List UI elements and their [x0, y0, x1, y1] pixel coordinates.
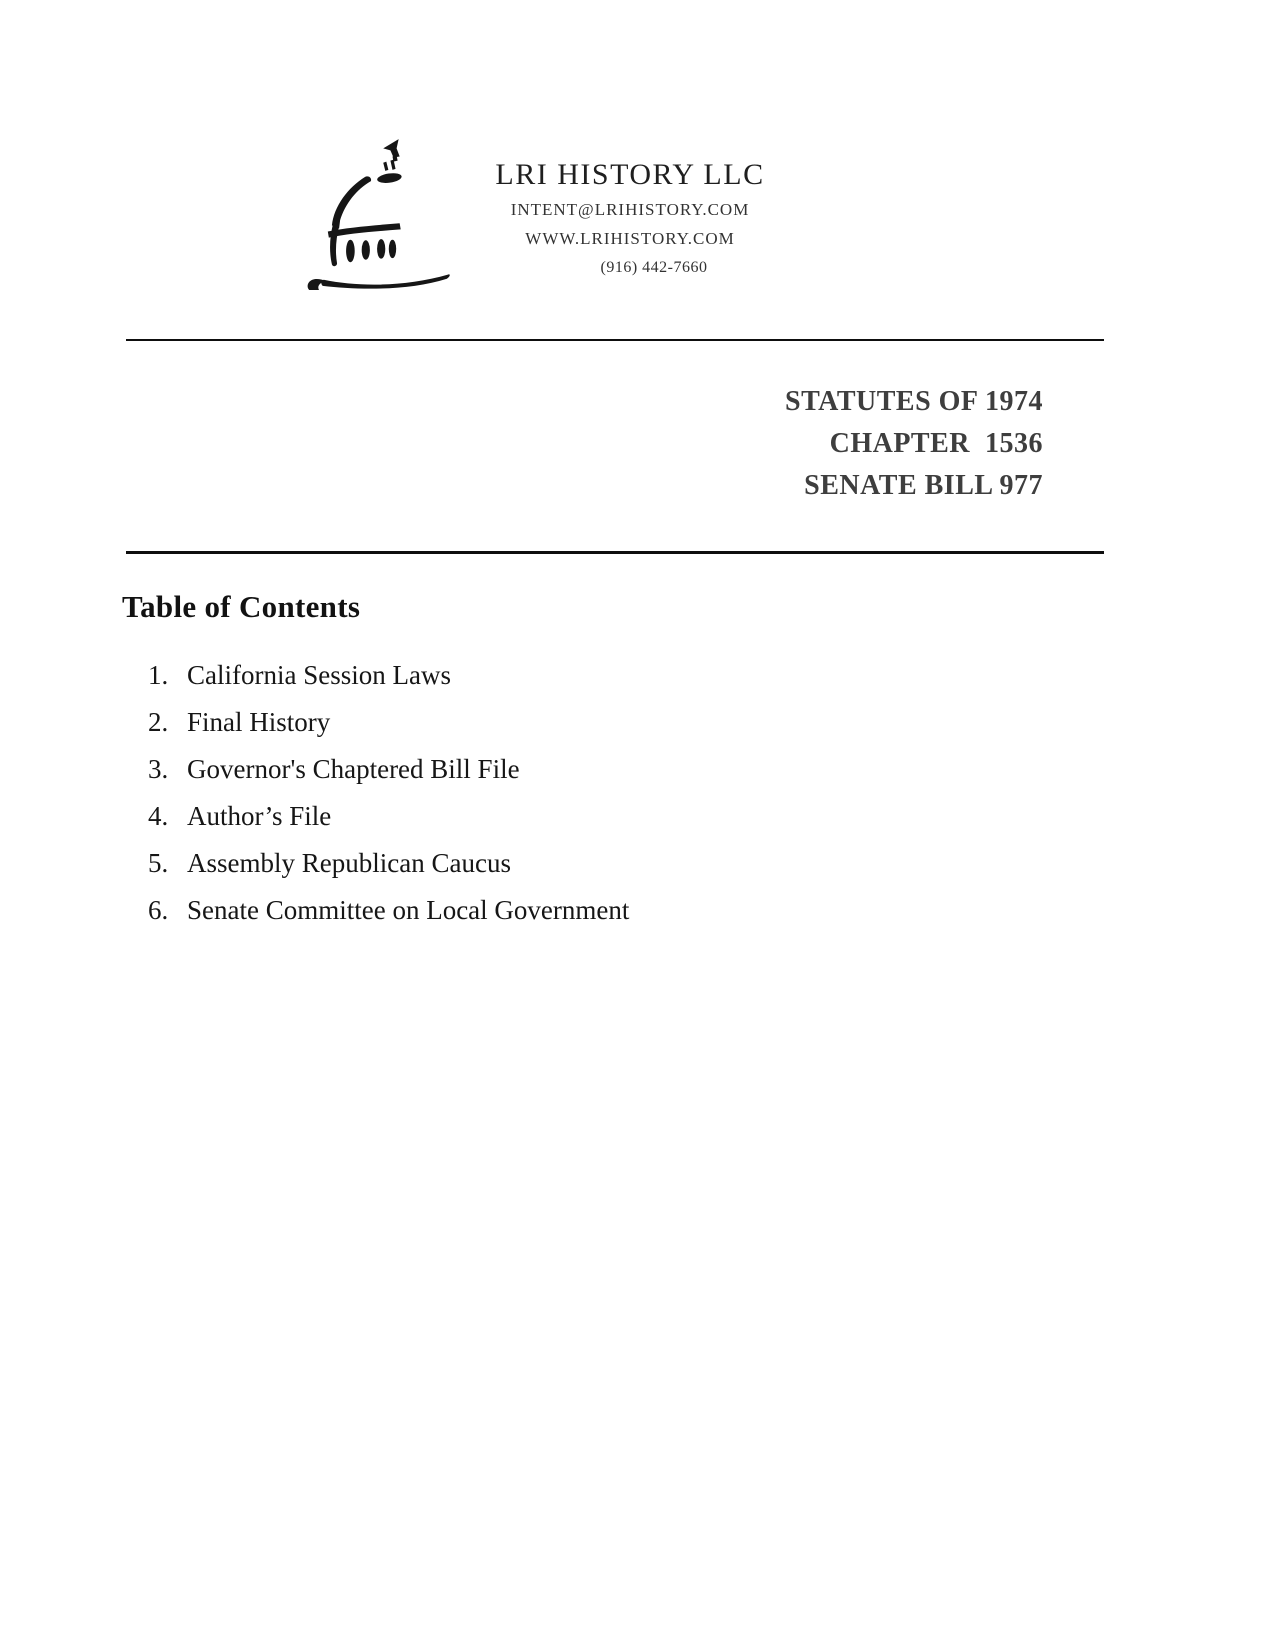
toc-item-number: 2.	[148, 707, 169, 737]
chapter-line: CHAPTER 1536	[829, 428, 1043, 459]
toc-item-2	[148, 699, 629, 746]
toc-item-1	[148, 652, 629, 699]
toc-item-label: Governor's Chaptered Bill File	[187, 754, 520, 784]
company-phone: (916) 442-7660	[600, 259, 708, 276]
toc-item-number: 6.	[148, 895, 169, 925]
divider-bottom	[126, 551, 1104, 554]
toc-item-4	[148, 793, 629, 840]
toc-item-number: 4.	[148, 801, 169, 831]
toc-item-label: California Session Laws	[187, 660, 451, 690]
company-website: WWW.LRIHISTORY.COM	[525, 229, 735, 248]
toc-item-6	[148, 887, 629, 934]
company-email: INTENT@LRIHISTORY.COM	[510, 200, 750, 219]
statutes-year-line: STATUTES OF 1974	[785, 386, 1043, 417]
toc-item-label: Final History	[187, 707, 331, 737]
statute-reference	[785, 381, 1043, 507]
divider-top	[126, 339, 1104, 341]
company-name: LRI HISTORY LLC	[495, 158, 765, 191]
senate-bill-line: SENATE BILL 977	[804, 470, 1043, 501]
toc-item-label: Assembly Republican Caucus	[187, 848, 511, 878]
toc-item-5	[148, 840, 629, 887]
company-header	[379, 155, 881, 282]
toc-heading: Table of Contents	[122, 589, 361, 624]
toc-item-number: 1.	[148, 660, 169, 690]
toc-item-number: 3.	[148, 754, 169, 784]
toc-list	[148, 652, 629, 934]
toc-item-3	[148, 746, 629, 793]
toc-item-label: Senate Committee on Local Government	[187, 895, 630, 925]
toc-item-label: Author’s File	[187, 801, 332, 831]
toc-item-number: 5.	[148, 848, 169, 878]
